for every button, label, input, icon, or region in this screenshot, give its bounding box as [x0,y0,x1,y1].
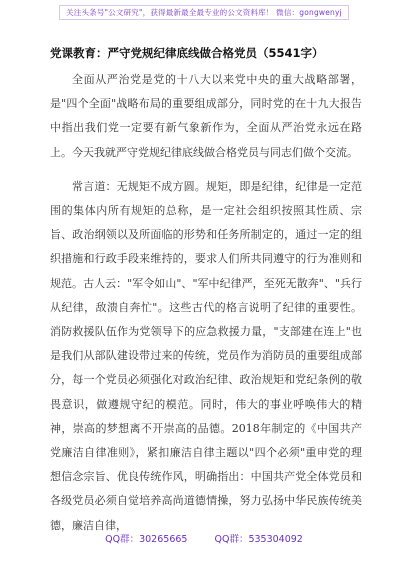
document-body [50,44,362,548]
footer-qq-group-1: QQ群：30265665 [105,534,188,545]
document-title: 党课教育：严守党规纪律底线做合格党员（5541字） [50,46,324,60]
header-banner [0,0,408,24]
footer-qq-group-2: QQ群：535304092 [214,534,303,545]
paragraph: 全面从严治党是党的十八大以来党中央的重大战略部署，是"四个全面"战略布局的重要组成部分，同时党的在十九大报告中指出我们党一定要有新气象新作为，全面从严治党永远在路上。今天我就严守党规纪律底线做合格党员与同志们做个交流。 [50,73,362,159]
footer [0,531,408,545]
banner-text: 关注头条号"公文研究"，获得最新最全最专业的公文资料库！ 微信：gongwenyj [59,5,349,20]
paragraph: 常言道：无规矩不成方圆。规矩，即是纪律，纪律是一定范围的集体内所有规矩的总称，是一定社会组织按照其性质、宗旨、政治纲领以及所面临的形势和任务所制定的，通过一定的组织措施和行政手段来维持的，要求人们所共同遵守的行为准则和规范。古人云："军令如山"、"军中纪律严，至死无散奔"、"兵行从纪律，敌溃自奔忙"。这些古代的格言说明了纪律的重要性。消防救援队伍作为党领导下的应急救援力量，"支部建在连上"也是我们从部队建设带过来的传统，党员作为消防员的重要组成部分，每一个党员必须强化对政治纪律、政治规矩和党纪条例的敬畏意识，做遵规守纪的模范。同时，伟大的事业呼唤伟大的精神，崇高的梦想离不开崇高的品德。2018年制定的《中国共产党廉洁自律准则》，紧扣廉洁自律主题以"四个必须"重申党的理想信念宗旨、优良传统作风，明确指出：中国共产党全体党员和各级党员必须自觉培养高尚道德情操，努力弘扬中华民族传统美德，廉洁自律， [50,179,362,532]
